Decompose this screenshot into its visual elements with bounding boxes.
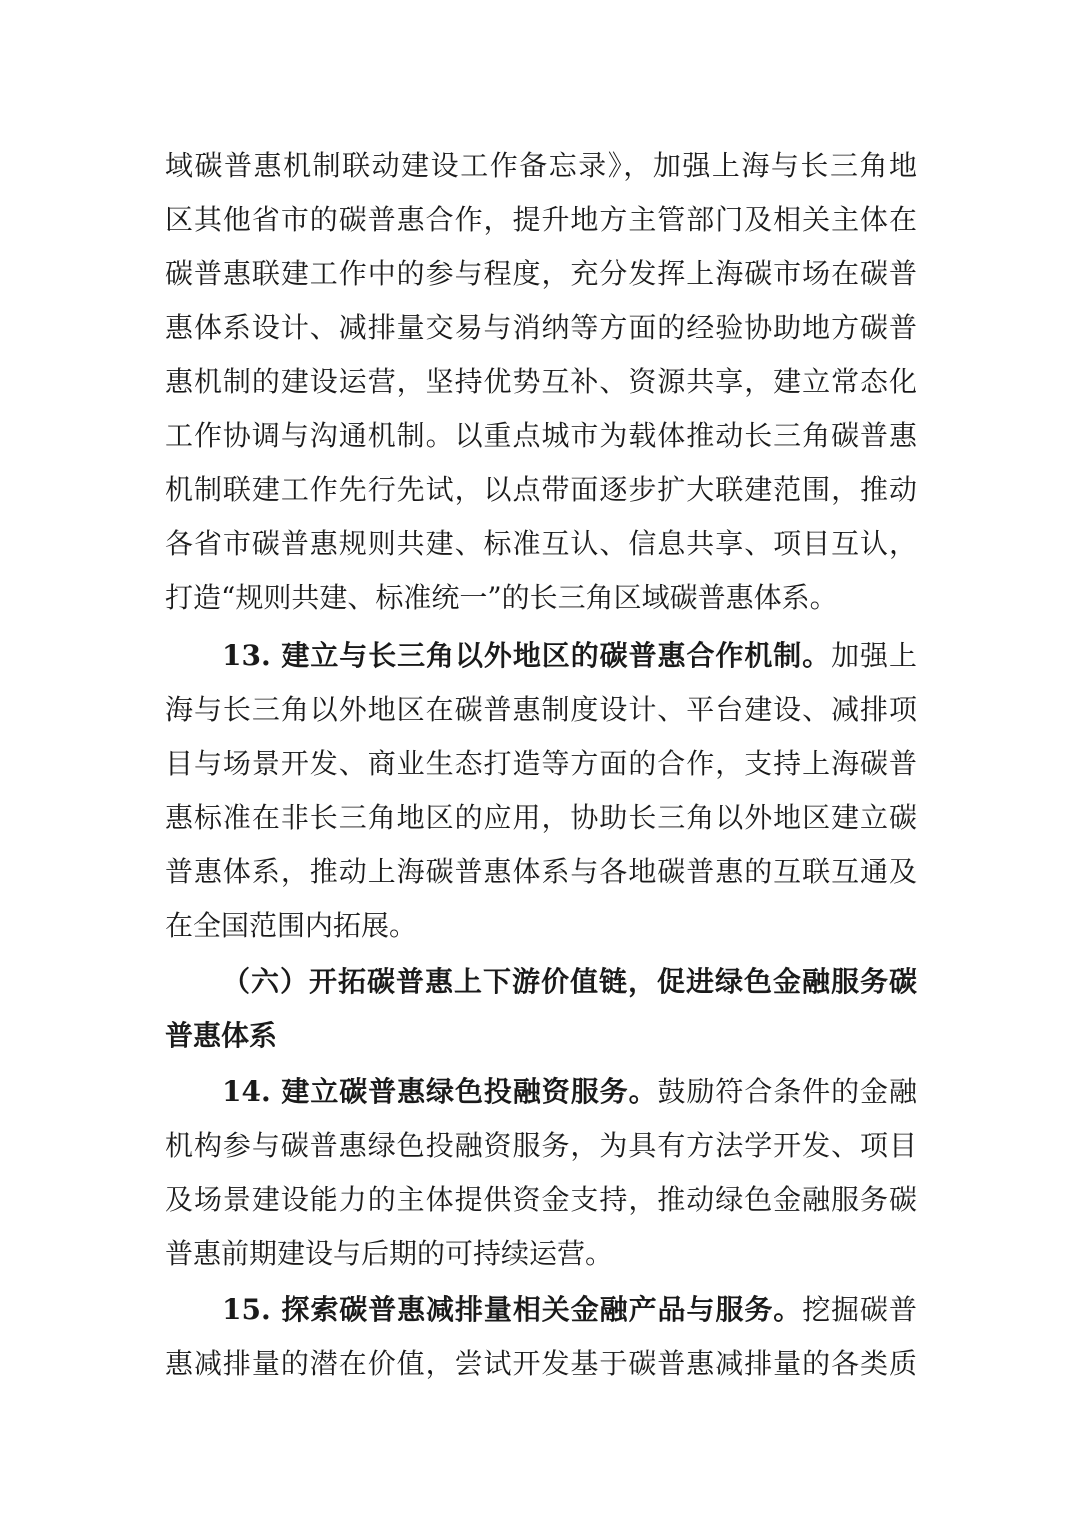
line-text: 区其他省市的碳普惠合作，提升地方主管部门及相关主体在	[165, 203, 917, 236]
paragraph-line	[165, 1227, 917, 1281]
section-heading: 普惠体系	[165, 1019, 278, 1052]
paragraph-line	[165, 247, 917, 301]
paragraph-line	[165, 571, 917, 625]
line-text: 鼓励符合条件的金融	[657, 1075, 917, 1108]
line-text: 普惠体系，推动上海碳普惠体系与各地碳普惠的互联互通及	[165, 855, 917, 888]
line-text: 惠减排量的潜在价值，尝试开发基于碳普惠减排量的各类质	[165, 1347, 917, 1380]
line-text: 工作协调与沟通机制。以重点城市为载体推动长三角碳普惠	[165, 419, 917, 452]
paragraph-line	[165, 845, 917, 899]
paragraph-line	[165, 193, 917, 247]
paragraph-line	[165, 1173, 917, 1227]
paragraph-line	[165, 463, 917, 517]
line-text: 海与长三角以外地区在碳普惠制度设计、平台建设、减排项	[165, 693, 917, 726]
paragraph-line	[165, 683, 917, 737]
line-text: 加强上	[831, 639, 917, 672]
line-text: 机构参与碳普惠绿色投融资服务，为具有方法学开发、项目	[165, 1129, 917, 1162]
paragraph-line	[165, 899, 917, 953]
line-text: 惠标准在非长三角地区的应用，协助长三角以外地区建立碳	[165, 801, 917, 834]
paragraph-line	[165, 1119, 917, 1173]
item-heading: 13. 建立与长三角以外地区的碳普惠合作机制。	[222, 639, 832, 672]
section-13-heading-line	[222, 629, 917, 683]
line-text: 惠体系设计、减排量交易与消纳等方面的经验协助地方碳普	[165, 311, 917, 344]
paragraph-line	[165, 737, 917, 791]
line-text: 惠机制的建设运营，坚持优势互补、资源共享，建立常态化	[165, 365, 917, 398]
section-15-heading-line	[222, 1283, 917, 1337]
item-heading: 14. 建立碳普惠绿色投融资服务。	[222, 1075, 658, 1108]
paragraph-line	[165, 791, 917, 845]
paragraph-line	[165, 409, 917, 463]
line-text: 挖掘碳普	[802, 1293, 917, 1326]
paragraph-line	[165, 517, 917, 571]
paragraph-line	[165, 355, 917, 409]
section-14-heading-line	[222, 1065, 917, 1119]
line-text: 各省市碳普惠规则共建、标准互认、信息共享、项目互认，	[165, 527, 917, 560]
line-text: 在全国范围内拓展。	[165, 909, 418, 942]
line-text: 目与场景开发、商业生态打造等方面的合作，支持上海碳普	[165, 747, 917, 780]
line-text: 及场景建设能力的主体提供资金支持，推动绿色金融服务碳	[165, 1183, 917, 1216]
paragraph-line	[165, 139, 917, 193]
line-text: 机制联建工作先行先试，以点带面逐步扩大联建范围，推动	[165, 473, 917, 506]
paragraph-line	[165, 1337, 917, 1391]
line-text: 普惠前期建设与后期的可持续运营。	[165, 1237, 614, 1270]
paragraph-line	[165, 301, 917, 355]
line-text: 打造“规则共建、标准统一”的长三角区域碳普惠体系。	[165, 581, 838, 614]
line-text: 碳普惠联建工作中的参与程度，充分发挥上海碳市场在碳普	[165, 257, 917, 290]
section-six-heading-line	[165, 1009, 917, 1063]
line-text: 域碳普惠机制联动建设工作备忘录》，加强上海与长三角地	[165, 149, 917, 182]
section-heading: （六）开拓碳普惠上下游价值链，促进绿色金融服务碳	[222, 965, 917, 998]
section-six-heading-line	[222, 955, 917, 1009]
item-heading: 15. 探索碳普惠减排量相关金融产品与服务。	[222, 1293, 803, 1326]
